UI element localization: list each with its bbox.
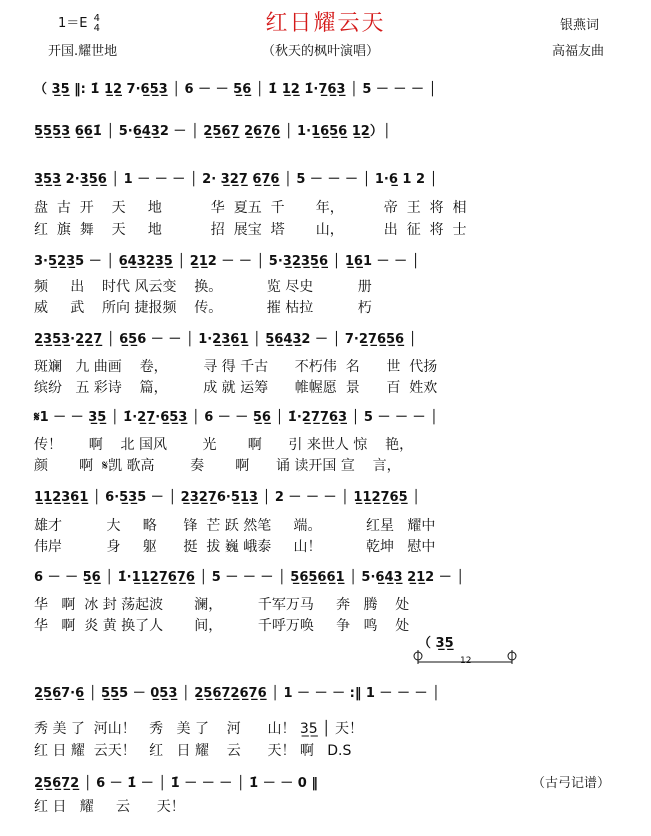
song-title: 红日耀云天 (265, 11, 386, 36)
lyric-row-4b: 威 武 所向 捷报频 传。 摧 枯拉 朽 (34, 300, 372, 316)
staff-row-7: 1̲1̲2̲3̲6̲1̲ │ 6·5̲3̲5 － │ 2̲3̲2̲7̲6·5̲1̲3̲ │ 2 － － － │ 1̲1̲2̲7̲6̲5̲ │ (34, 490, 420, 505)
lyric-row-9a: 秀 美 了 河山！ 秀 美 了 河 山！ 3̲5̲ │ 天！ (34, 721, 364, 737)
composer: 高福友曲 (552, 44, 605, 59)
staff-row-10: 2̲5̲6̲7̲2̲ │ 6 － 1̇ － │ 1̇ － － － │ 1̇ － － 0 ‖ (34, 776, 318, 791)
lyric-row-5a: 斑斓 九 曲画 卷， 寻 得 千古 不朽伟 名 世 代扬 (34, 359, 438, 375)
staff-row-4: 3·5̲2̲3̲5 － │ 6̲4̲3̲2̲3̲5̲ │ 2̲1̲2 － － │ 5·3̲2̲3̲5̲6̲ │ 1̲6̲1 － － │ (34, 254, 420, 269)
time-bottom: 4 (93, 22, 101, 34)
time-top: 4 (93, 12, 101, 24)
staff-row-1: （ 3̲5̲ ‖: 1̇ 1̲2̲ 7·6̲5̲3̲ │ 6 － － 5̲6̲ │ 1̇ 1̲2̲ 1̇·7̲6̲3̲ │ 5 － － － │ (34, 82, 437, 97)
staff-row-2: 5̲5̲5̲3̲ 6̲6̲1̇ │ 5·6̲4̲3̲2 － │ 2̲5̲6̲7̲ 2̲6̲7̲6̲ │ 1·1̲6̲5̲6̲ 1̲2̲）│ (34, 124, 391, 139)
lyric-row-6b: 颜 啊 𝄋凯 歌高 奏 啊 诵 读开国 宣 言， (34, 458, 401, 474)
lyric-row-4a: 频 出 时代 风云变 换。 览 尽史 册 (34, 279, 372, 295)
staff-row-8: 6 － － 5̲6̲ │ 1̇·1̲1̲2̲7̲6̲7̲6̲ │ 5 － － － │ 5̲6̲5̲6̲6̲1̲ │ 5·6̲4̲3̲ 2̲1̲2 － │ (34, 570, 465, 585)
staff-row-5: 2̲3̲5̲3̲·2̲2̲7̲ │ 6̲5̲6 － － │ 1·2̲3̲6̲1̲ │ 5̲6̲4̲3̲2 － │ 7·2̲7̲6̲5̲6̲ │ (34, 332, 417, 347)
transcriber: （古弓记谱） (532, 776, 611, 791)
lyric-row-8b: 华 啊 炎 黄 换了人 间， 千呼万唤 争 鸣 处 (34, 618, 410, 634)
lyric-row-7a: 雄才 大 略 锋 芒 跃 然笔 端。 红星 耀中 (34, 518, 436, 534)
staff-row-3: 3̲5̲3̲ 2·3̲5̲6̲ │ 1 － － － │ 2· 3̲2̲7̲ 6̲7̲6̲ │ 5 － － － │ 1·6̲ 1 2 │ (34, 172, 438, 187)
lyricist: 银燕词 (560, 18, 600, 33)
lyric-row-3a: 盘 古 开 天 地 华 夏五 千 年， 帝 王 将 相 (34, 200, 467, 216)
volta-intro: （ 3̲5̲ (418, 636, 454, 651)
volta-label: 12 (460, 656, 472, 666)
lyric-row-8a: 华 啊 冰 封 荡起波 澜， 千军万马 奔 腾 处 (34, 597, 410, 613)
lyric-row-7b: 伟岸 身 躯 挺 拔 巍 峨泰 山！ 乾坤 慰中 (34, 539, 436, 555)
subtitle: （秋天的枫叶演唱） (262, 44, 380, 59)
lyric-row-3b: 红 旗 舞 天 地 招 展宝 塔 山， 出 征 将 士 (34, 222, 467, 238)
key-text: 1＝E (58, 16, 88, 31)
lyric-row-10a: 红 日 耀 云 天！ (34, 799, 185, 815)
lyric-row-6a: 传！ 啊 北 国风 光 啊 引 来世人 惊 艳， (34, 437, 414, 453)
lyric-row-5b: 缤纷 五 彩诗 篇， 成 就 运筹 帷幄愿 景 百 姓欢 (34, 380, 438, 396)
lyric-row-9b: 红 日 耀 云天！ 红 日 耀 云 天！ 啊 D.S (34, 743, 352, 759)
staff-row-6: 𝄋1 － － 3̲5̲ │ 1̇·2̲7̲·6̲5̲3̲ │ 6 － － 5̲6̲ │ 1̇·2̲7̲7̲6̲3̲ │ 5 － － － │ (34, 410, 438, 425)
staff-row-9: 2̲5̲6̲7·6̲ │ 5̲5̲5 － 0̲5̲3̲ │ 2̲5̲6̲7̲2̲6̲7̲6̲ │ 1 － － － :‖ 1 － － － │ (34, 686, 440, 701)
performer: 开国.耀世地 (48, 44, 118, 59)
